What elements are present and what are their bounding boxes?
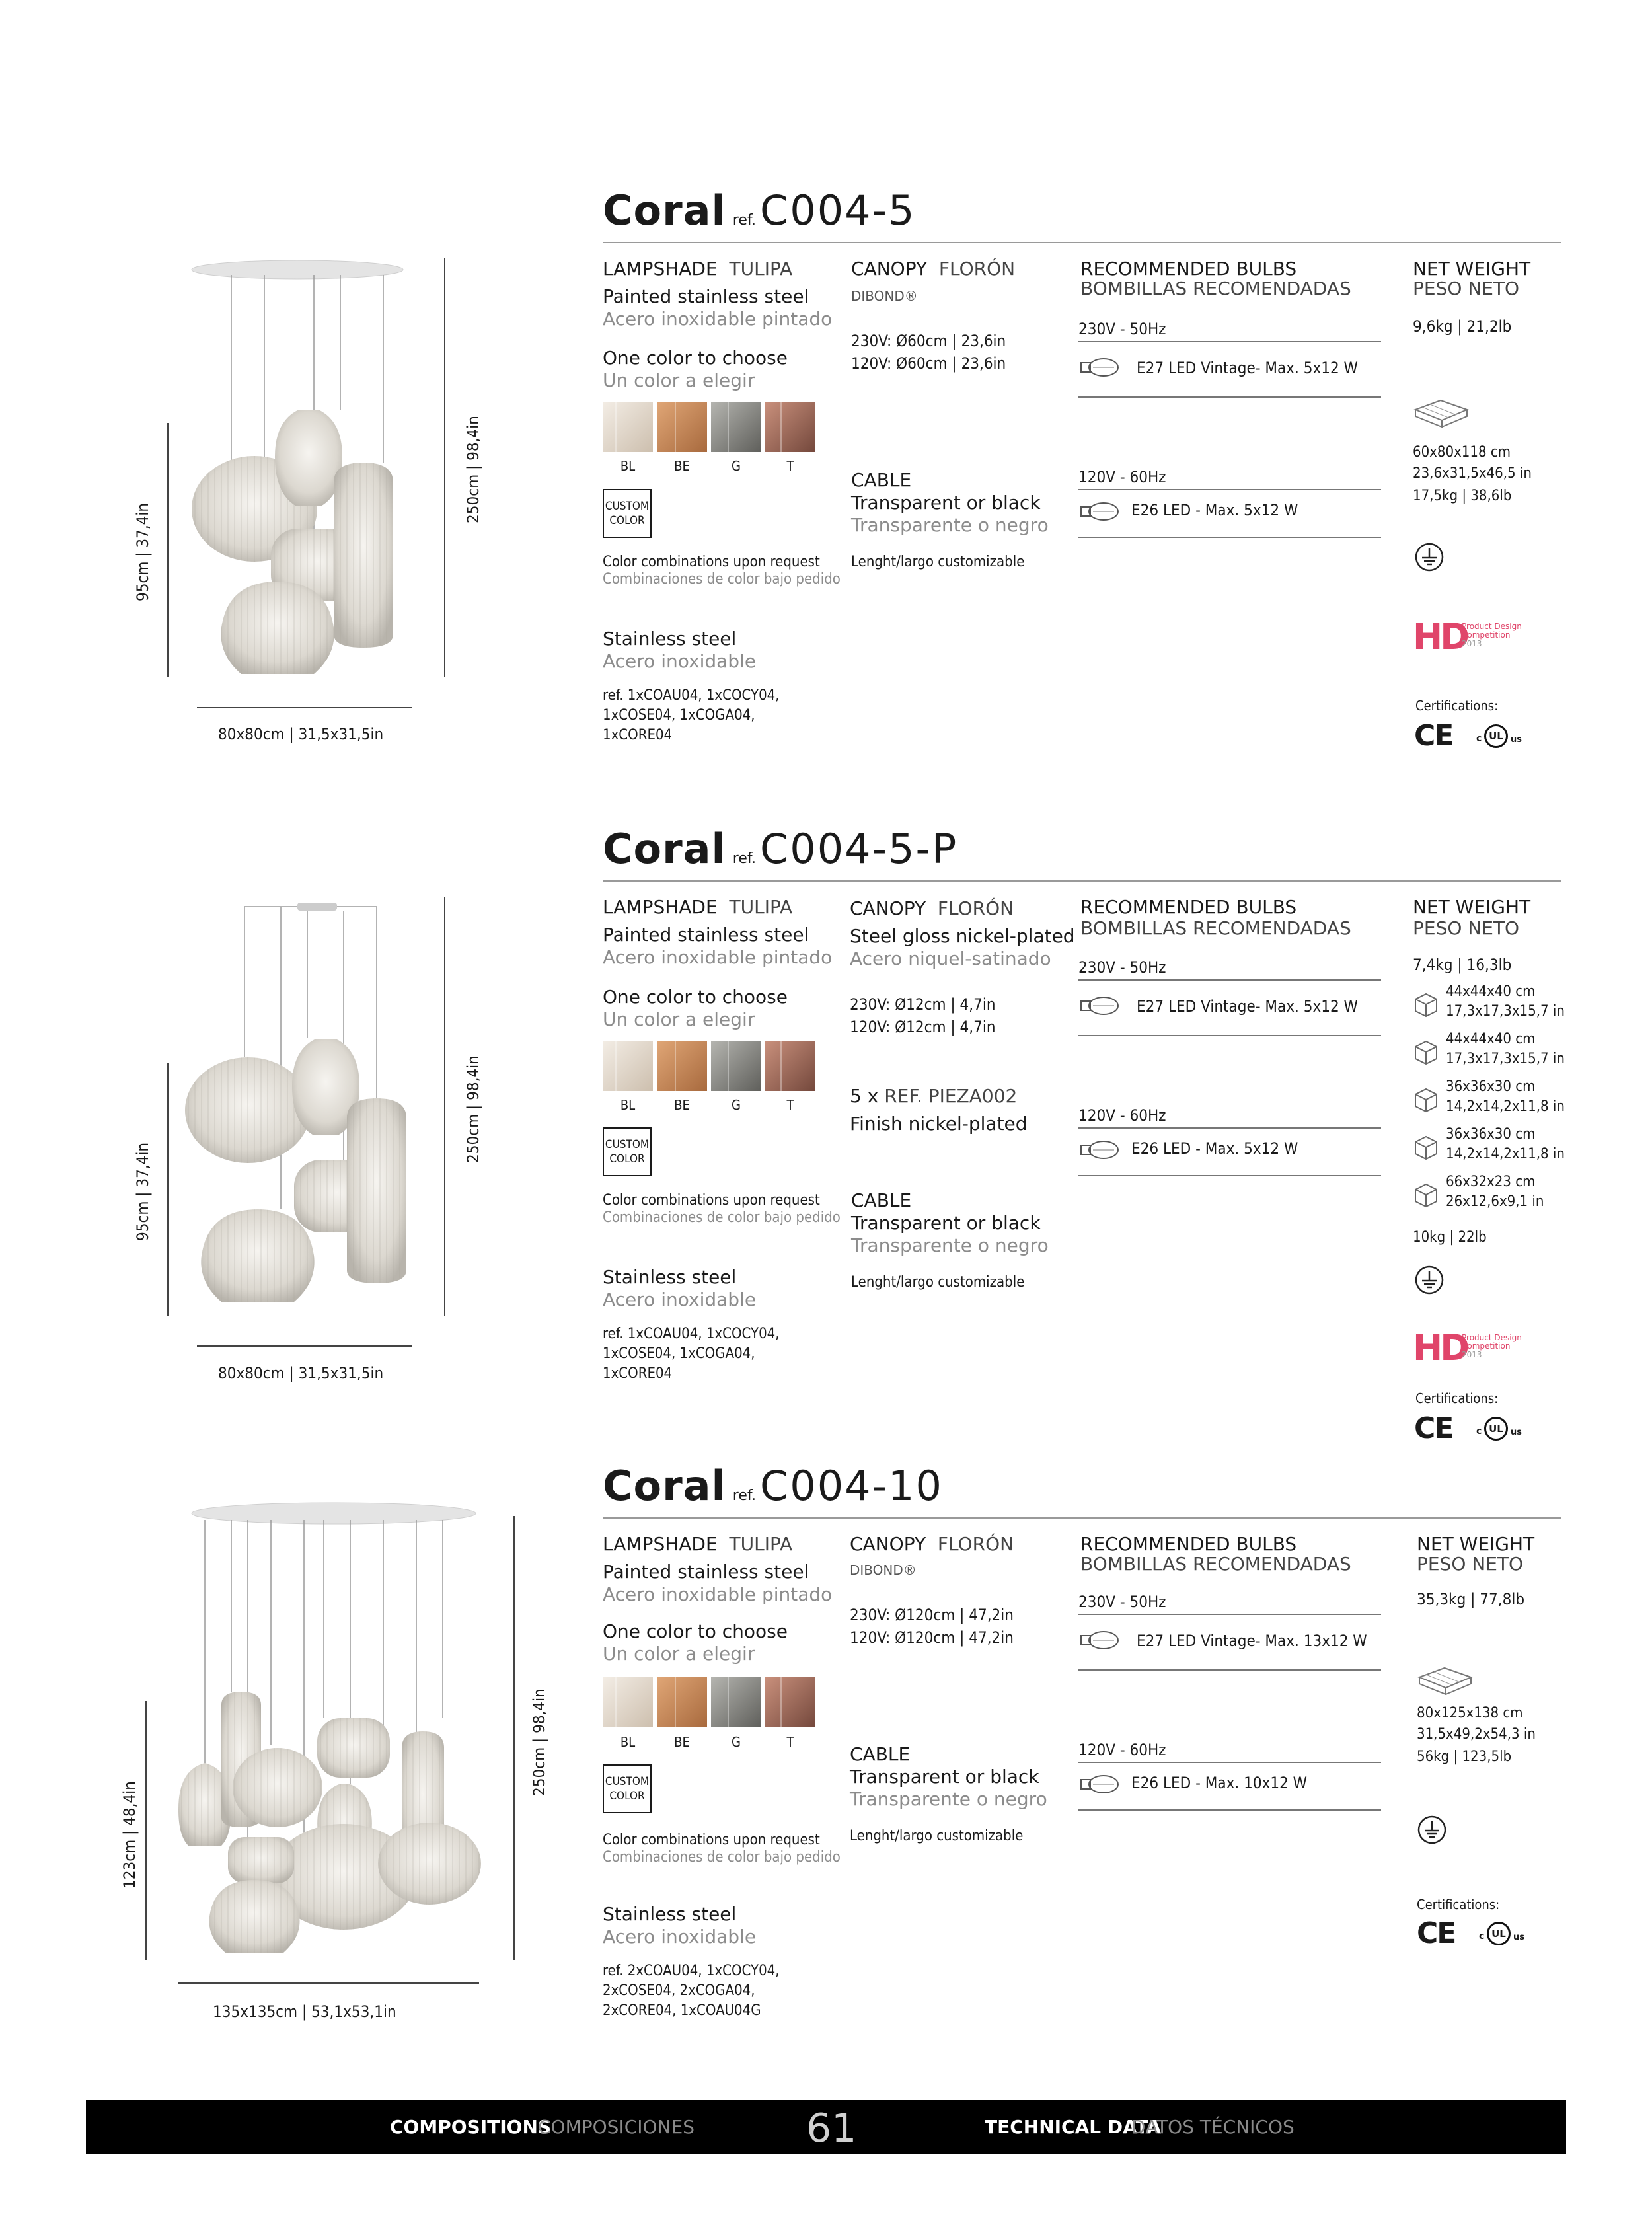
total-dim-line bbox=[513, 1516, 515, 1960]
ground-icon bbox=[1414, 1265, 1445, 1295]
box-in: 17,3x17,3x15,7 in bbox=[1446, 1003, 1565, 1020]
lampshade-header bbox=[603, 1533, 792, 1555]
canopy-230: 230V: Ø12cm | 4,7in bbox=[850, 995, 996, 1014]
cable-en: Transparent or black bbox=[850, 1766, 1039, 1788]
painted-es: Acero inoxidable pintado bbox=[603, 946, 833, 968]
piece-qty: 5 x bbox=[850, 1085, 879, 1107]
color-en: One color to choose bbox=[603, 1620, 788, 1642]
swatch-label: BL bbox=[620, 1734, 636, 1750]
bulb-icon bbox=[1078, 500, 1125, 523]
ul-us: us bbox=[1513, 1932, 1524, 1942]
cable-label: CABLE bbox=[850, 1743, 911, 1765]
weight-label: NET WEIGHT bbox=[1413, 258, 1531, 280]
bulb-120: E26 LED - Max. 5x12 W bbox=[1131, 1139, 1298, 1158]
color-swatches bbox=[603, 402, 821, 455]
swatch-label: BE bbox=[674, 1734, 690, 1750]
stainless-es: Acero inoxidable bbox=[603, 650, 757, 672]
swatch-label: T bbox=[786, 458, 794, 474]
swatch-label: BL bbox=[620, 1097, 636, 1113]
canopy-230: 230V: Ø120cm | 47,2in bbox=[850, 1606, 1014, 1624]
lampshade-label: LAMPSHADE bbox=[603, 258, 718, 280]
ce-mark: CE bbox=[1414, 719, 1453, 753]
color-es: Un color a elegir bbox=[603, 369, 755, 391]
pkg-dim: 60x80x118 cm bbox=[1413, 444, 1511, 461]
height-dim: 95cm | 37,4in bbox=[133, 502, 152, 601]
cable-label: CABLE bbox=[851, 469, 912, 491]
ul-us: us bbox=[1511, 735, 1522, 745]
ref-label: ref. bbox=[732, 850, 756, 867]
refs-line1: ref. 1xCOAU04, 1xCOCY04, bbox=[603, 1326, 780, 1342]
refs-line3: 1xCORE04 bbox=[603, 1365, 673, 1382]
box-in: 14,2x14,2x11,8 in bbox=[1446, 1098, 1565, 1115]
height-dim-line bbox=[167, 1063, 169, 1316]
bulb-icon bbox=[1078, 1138, 1125, 1162]
box-cm: 44x44x40 cm bbox=[1446, 1031, 1536, 1047]
weight-sub: PESO NETO bbox=[1413, 917, 1520, 939]
height-dim: 123cm | 48,4in bbox=[120, 1781, 139, 1889]
canopy-material-en: Steel gloss nickel-plated bbox=[850, 925, 1075, 947]
box-icon bbox=[1413, 1182, 1439, 1208]
stainless-es: Acero inoxidable bbox=[603, 1289, 757, 1310]
hd-award-logo bbox=[1413, 617, 1532, 657]
pkg-weight: 10kg | 22lb bbox=[1413, 1229, 1487, 1246]
product-title bbox=[603, 186, 915, 235]
painted-en: Painted stainless steel bbox=[603, 285, 809, 307]
ul-us: us bbox=[1511, 1427, 1522, 1437]
custom-color-badge bbox=[603, 489, 652, 538]
stainless-en: Stainless steel bbox=[603, 1266, 737, 1288]
canopy-material: DIBOND® bbox=[851, 288, 918, 304]
bulb-icon bbox=[1078, 1772, 1125, 1796]
swatch-be bbox=[657, 1041, 707, 1091]
footer-left-en: COMPOSITIONS bbox=[390, 2116, 552, 2138]
bulb-rule bbox=[1078, 341, 1381, 342]
product-title bbox=[603, 1462, 943, 1510]
canopy-header bbox=[850, 1533, 1014, 1555]
bulb-rule bbox=[1078, 1035, 1381, 1036]
box-in: 14,2x14,2x11,8 in bbox=[1446, 1146, 1565, 1162]
net-weight: 7,4kg | 16,3lb bbox=[1413, 956, 1512, 974]
stainless-en: Stainless steel bbox=[603, 628, 737, 650]
canopy-material-es: Acero niquel-satinado bbox=[850, 948, 1051, 969]
voltage-230: 230V - 50Hz bbox=[1078, 958, 1166, 977]
total-dim: 250cm | 98,4in bbox=[530, 1688, 548, 1796]
cable-length: Lenght/largo customizable bbox=[850, 1828, 1024, 1844]
swatch-label: T bbox=[786, 1097, 794, 1113]
lamp-illustration bbox=[132, 251, 463, 727]
refs-line1: ref. 1xCOAU04, 1xCOCY04, bbox=[603, 687, 780, 704]
bulb-230: E27 LED Vintage- Max. 5x12 W bbox=[1137, 997, 1358, 1016]
canopy-120: 120V: Ø12cm | 4,7in bbox=[850, 1018, 996, 1036]
box-cm: 36x36x30 cm bbox=[1446, 1126, 1536, 1143]
custom-line1: CUSTOM bbox=[605, 1775, 650, 1788]
canopy-sub: FLORÓN bbox=[937, 1533, 1014, 1555]
lampshade-label: LAMPSHADE bbox=[603, 896, 718, 918]
cable-es: Transparente o negro bbox=[851, 1234, 1049, 1256]
product-name: Coral bbox=[603, 825, 726, 873]
width-dim: 135x135cm | 53,1x53,1in bbox=[213, 2002, 396, 2021]
ul-mark bbox=[1476, 724, 1529, 751]
product-code: C004-5-P bbox=[760, 825, 958, 873]
combo-en: Color combinations upon request bbox=[603, 1832, 820, 1848]
canopy-label: CANOPY bbox=[850, 1533, 926, 1555]
hd-year: 2013 bbox=[1462, 1350, 1482, 1359]
bulb-rule bbox=[1078, 1614, 1381, 1615]
ul-mark bbox=[1476, 1417, 1529, 1443]
title-rule bbox=[603, 242, 1561, 243]
color-en: One color to choose bbox=[603, 986, 788, 1008]
pkg-dim: 80x125x138 cm bbox=[1417, 1705, 1523, 1721]
swatch-bl bbox=[603, 1677, 653, 1727]
refs-line3: 1xCORE04 bbox=[603, 727, 673, 743]
width-dim-line bbox=[197, 1345, 412, 1347]
custom-color-badge bbox=[603, 1764, 652, 1813]
weight-sub: PESO NETO bbox=[1413, 278, 1520, 299]
swatch-be bbox=[657, 402, 707, 452]
net-weight: 35,3kg | 77,8lb bbox=[1417, 1590, 1525, 1608]
swatch-be bbox=[657, 1677, 707, 1727]
box-icon bbox=[1413, 1134, 1439, 1160]
swatch-label: G bbox=[732, 1097, 741, 1113]
weight-sub: PESO NETO bbox=[1417, 1553, 1524, 1575]
box-icon bbox=[1413, 991, 1439, 1018]
pkg-weight: 56kg | 123,5lb bbox=[1417, 1749, 1512, 1765]
bulb-230: E27 LED Vintage- Max. 5x12 W bbox=[1137, 359, 1358, 377]
box-icon bbox=[1413, 1086, 1439, 1113]
width-dim: 80x80cm | 31,5x31,5in bbox=[218, 1364, 384, 1382]
stainless-en: Stainless steel bbox=[603, 1903, 737, 1925]
product-name: Coral bbox=[603, 1462, 726, 1510]
pkg-in: 31,5x49,2x54,3 in bbox=[1417, 1726, 1536, 1743]
bulb-rule bbox=[1078, 1669, 1381, 1671]
lampshade-header bbox=[603, 258, 792, 280]
lamp-illustration bbox=[165, 892, 443, 1348]
certifications-label: Certifications: bbox=[1415, 1390, 1499, 1406]
box-cm: 36x36x30 cm bbox=[1446, 1078, 1536, 1095]
swatch-bl bbox=[603, 1041, 653, 1091]
custom-color-badge bbox=[603, 1127, 652, 1176]
cable-length: Lenght/largo customizable bbox=[851, 1274, 1025, 1291]
cable-es: Transparente o negro bbox=[850, 1788, 1047, 1810]
lampshade-sub: TULIPA bbox=[729, 1533, 793, 1555]
canopy-120: 120V: Ø60cm | 23,6in bbox=[851, 354, 1006, 373]
canopy-120: 120V: Ø120cm | 47,2in bbox=[850, 1628, 1014, 1647]
width-dim-line bbox=[197, 707, 412, 708]
swatch-bl bbox=[603, 402, 653, 452]
ul-c: c bbox=[1479, 1931, 1485, 1942]
lampshade-header bbox=[603, 896, 792, 918]
box-icon bbox=[1413, 1039, 1439, 1065]
hd-mark: HD bbox=[1413, 1327, 1468, 1369]
bulb-rule bbox=[1078, 1175, 1381, 1176]
bulb-rule bbox=[1078, 1809, 1381, 1811]
cable-es: Transparente o negro bbox=[851, 514, 1049, 536]
ground-icon bbox=[1417, 1815, 1447, 1845]
bulb-rule bbox=[1078, 396, 1381, 398]
footer-right-es: DATOS TÉCNICOS bbox=[1131, 2116, 1295, 2138]
swatch-label: G bbox=[732, 458, 741, 474]
ul-c: c bbox=[1476, 1426, 1482, 1437]
bulb-rule bbox=[1078, 489, 1381, 490]
voltage-230: 230V - 50Hz bbox=[1078, 1593, 1166, 1611]
hd-title2: Competition bbox=[1462, 1341, 1511, 1351]
bulb-rule bbox=[1078, 1127, 1381, 1129]
voltage-120: 120V - 60Hz bbox=[1078, 1106, 1166, 1125]
product-name: Coral bbox=[603, 186, 726, 235]
canopy-material: DIBOND® bbox=[850, 1562, 917, 1578]
color-es: Un color a elegir bbox=[603, 1008, 755, 1030]
custom-line1: CUSTOM bbox=[605, 1138, 650, 1151]
lampshade-sub: TULIPA bbox=[729, 258, 793, 280]
product-code: C004-10 bbox=[760, 1462, 943, 1510]
ref-label: ref. bbox=[732, 212, 756, 229]
painted-es: Acero inoxidable pintado bbox=[603, 1583, 833, 1605]
hd-year: 2013 bbox=[1462, 639, 1482, 648]
canopy-header bbox=[851, 258, 1015, 280]
combo-es: Combinaciones de color bajo pedido bbox=[603, 1849, 841, 1866]
ul-circle: UL bbox=[1484, 1417, 1508, 1441]
painted-es: Acero inoxidable pintado bbox=[603, 308, 833, 330]
swatch-label: BL bbox=[620, 458, 636, 474]
combo-en: Color combinations upon request bbox=[603, 554, 820, 570]
title-rule bbox=[603, 880, 1561, 882]
product-title bbox=[603, 825, 957, 873]
bulbs-label: RECOMMENDED BULBS bbox=[1080, 896, 1297, 918]
swatch-label: BE bbox=[674, 1097, 690, 1113]
height-dim: 95cm | 37,4in bbox=[133, 1142, 152, 1241]
width-dim-line bbox=[178, 1982, 479, 1984]
hd-title1: Product Design bbox=[1462, 622, 1522, 631]
bulb-icon bbox=[1078, 1628, 1125, 1652]
swatch-label: BE bbox=[674, 458, 690, 474]
swatch-g bbox=[711, 1041, 761, 1091]
bulbs-label: RECOMMENDED BULBS bbox=[1080, 258, 1297, 280]
page-footer bbox=[86, 2100, 1566, 2154]
piece-ref-code: REF. PIEZA002 bbox=[884, 1085, 1018, 1107]
bulbs-sub: BOMBILLAS RECOMENDADAS bbox=[1080, 278, 1351, 299]
bulb-120: E26 LED - Max. 10x12 W bbox=[1131, 1774, 1308, 1792]
combo-en: Color combinations upon request bbox=[603, 1192, 820, 1209]
piece-finish: Finish nickel-plated bbox=[850, 1113, 1028, 1135]
ul-circle: UL bbox=[1487, 1922, 1511, 1945]
ul-c: c bbox=[1476, 734, 1482, 744]
voltage-120: 120V - 60Hz bbox=[1078, 1741, 1166, 1759]
hd-award-logo bbox=[1413, 1328, 1532, 1368]
cable-en: Transparent or black bbox=[851, 1212, 1041, 1234]
hd-title1: Product Design bbox=[1462, 1333, 1522, 1342]
cable-length: Lenght/largo customizable bbox=[851, 554, 1025, 570]
refs-line3: 2xCORE04, 1xCOAU04G bbox=[603, 2002, 761, 2019]
cable-label: CABLE bbox=[851, 1189, 912, 1211]
custom-line2: COLOR bbox=[609, 1152, 645, 1166]
refs-line2: 2xCOSE04, 2xCOGA04, bbox=[603, 1982, 755, 1999]
canopy-230: 230V: Ø60cm | 23,6in bbox=[851, 332, 1006, 350]
combo-es: Combinaciones de color bajo pedido bbox=[603, 1209, 841, 1226]
piece-ref bbox=[850, 1085, 1017, 1107]
bulb-icon bbox=[1078, 356, 1125, 379]
ul-circle: UL bbox=[1484, 724, 1508, 748]
ul-mark bbox=[1479, 1922, 1532, 1948]
refs-line2: 1xCOSE04, 1xCOGA04, bbox=[603, 1345, 755, 1362]
footer-right-en: TECHNICAL DATA bbox=[985, 2116, 1162, 2138]
refs-line1: ref. 2xCOAU04, 1xCOCY04, bbox=[603, 1963, 780, 1979]
color-en: One color to choose bbox=[603, 347, 788, 369]
bulb-120: E26 LED - Max. 5x12 W bbox=[1131, 501, 1298, 519]
canopy-label: CANOPY bbox=[850, 897, 926, 919]
certifications-label: Certifications: bbox=[1417, 1897, 1500, 1912]
height-dim-line bbox=[167, 423, 169, 677]
custom-line2: COLOR bbox=[609, 514, 645, 527]
pkg-in: 23,6x31,5x46,5 in bbox=[1413, 465, 1532, 482]
lamp-illustration bbox=[165, 1493, 502, 1969]
canopy-label: CANOPY bbox=[851, 258, 928, 280]
painted-en: Painted stainless steel bbox=[603, 924, 809, 946]
swatch-label: T bbox=[786, 1734, 794, 1750]
canopy-header bbox=[850, 897, 1014, 919]
total-dim: 250cm | 98,4in bbox=[464, 1055, 482, 1163]
bulb-rule bbox=[1078, 1762, 1381, 1763]
footer-left-es: COMPOSICIONES bbox=[538, 2116, 695, 2138]
ce-mark: CE bbox=[1417, 1916, 1456, 1950]
hd-title2: Competition bbox=[1462, 630, 1511, 640]
weight-label: NET WEIGHT bbox=[1417, 1533, 1535, 1555]
page-number: 61 bbox=[806, 2105, 857, 2152]
voltage-230: 230V - 50Hz bbox=[1078, 320, 1166, 338]
bulbs-sub: BOMBILLAS RECOMENDADAS bbox=[1080, 917, 1351, 939]
swatch-g bbox=[711, 1677, 761, 1727]
pkg-weight: 17,5kg | 38,6lb bbox=[1413, 488, 1512, 504]
combo-es: Combinaciones de color bajo pedido bbox=[603, 571, 841, 587]
box-in: 17,3x17,3x15,7 in bbox=[1446, 1051, 1565, 1067]
bulb-230: E27 LED Vintage- Max. 13x12 W bbox=[1137, 1632, 1367, 1650]
weight-label: NET WEIGHT bbox=[1413, 896, 1531, 918]
swatch-label: G bbox=[732, 1734, 741, 1750]
bulbs-sub: BOMBILLAS RECOMENDADAS bbox=[1080, 1553, 1351, 1575]
pallet-icon bbox=[1417, 1663, 1474, 1698]
lampshade-label: LAMPSHADE bbox=[603, 1533, 718, 1555]
swatch-g bbox=[711, 402, 761, 452]
total-dim-line bbox=[444, 258, 445, 677]
hd-mark: HD bbox=[1413, 616, 1468, 658]
swatch-t bbox=[765, 402, 815, 452]
custom-line2: COLOR bbox=[609, 1790, 645, 1803]
ground-icon bbox=[1414, 542, 1445, 572]
color-swatches bbox=[603, 1677, 821, 1730]
net-weight: 9,6kg | 21,2lb bbox=[1413, 317, 1512, 336]
box-in: 26x12,6x9,1 in bbox=[1446, 1193, 1544, 1210]
total-dim: 250cm | 98,4in bbox=[464, 416, 482, 523]
total-dim-line bbox=[444, 897, 445, 1316]
bulb-rule bbox=[1078, 537, 1381, 538]
certifications-label: Certifications: bbox=[1415, 698, 1499, 714]
lampshade-sub: TULIPA bbox=[729, 896, 793, 918]
cable-en: Transparent or black bbox=[851, 492, 1041, 513]
width-dim: 80x80cm | 31,5x31,5in bbox=[218, 725, 384, 743]
bulb-rule bbox=[1078, 979, 1381, 981]
stainless-es: Acero inoxidable bbox=[603, 1926, 757, 1947]
swatch-t bbox=[765, 1677, 815, 1727]
canopy-sub: FLORÓN bbox=[938, 258, 1016, 280]
color-es: Un color a elegir bbox=[603, 1643, 755, 1665]
pallet-icon bbox=[1413, 395, 1470, 431]
height-dim-line bbox=[145, 1701, 147, 1960]
painted-en: Painted stainless steel bbox=[603, 1561, 809, 1583]
custom-line1: CUSTOM bbox=[605, 500, 650, 513]
voltage-120: 120V - 60Hz bbox=[1078, 468, 1166, 486]
product-code: C004-5 bbox=[760, 186, 916, 235]
box-cm: 66x32x23 cm bbox=[1446, 1174, 1536, 1190]
ce-mark: CE bbox=[1414, 1412, 1453, 1445]
color-swatches bbox=[603, 1041, 821, 1094]
refs-line2: 1xCOSE04, 1xCOGA04, bbox=[603, 707, 755, 724]
title-rule bbox=[603, 1517, 1561, 1519]
canopy-sub: FLORÓN bbox=[937, 897, 1014, 919]
bulb-icon bbox=[1078, 994, 1125, 1018]
ref-label: ref. bbox=[732, 1488, 756, 1504]
box-cm: 44x44x40 cm bbox=[1446, 983, 1536, 1000]
swatch-t bbox=[765, 1041, 815, 1091]
bulbs-label: RECOMMENDED BULBS bbox=[1080, 1533, 1297, 1555]
